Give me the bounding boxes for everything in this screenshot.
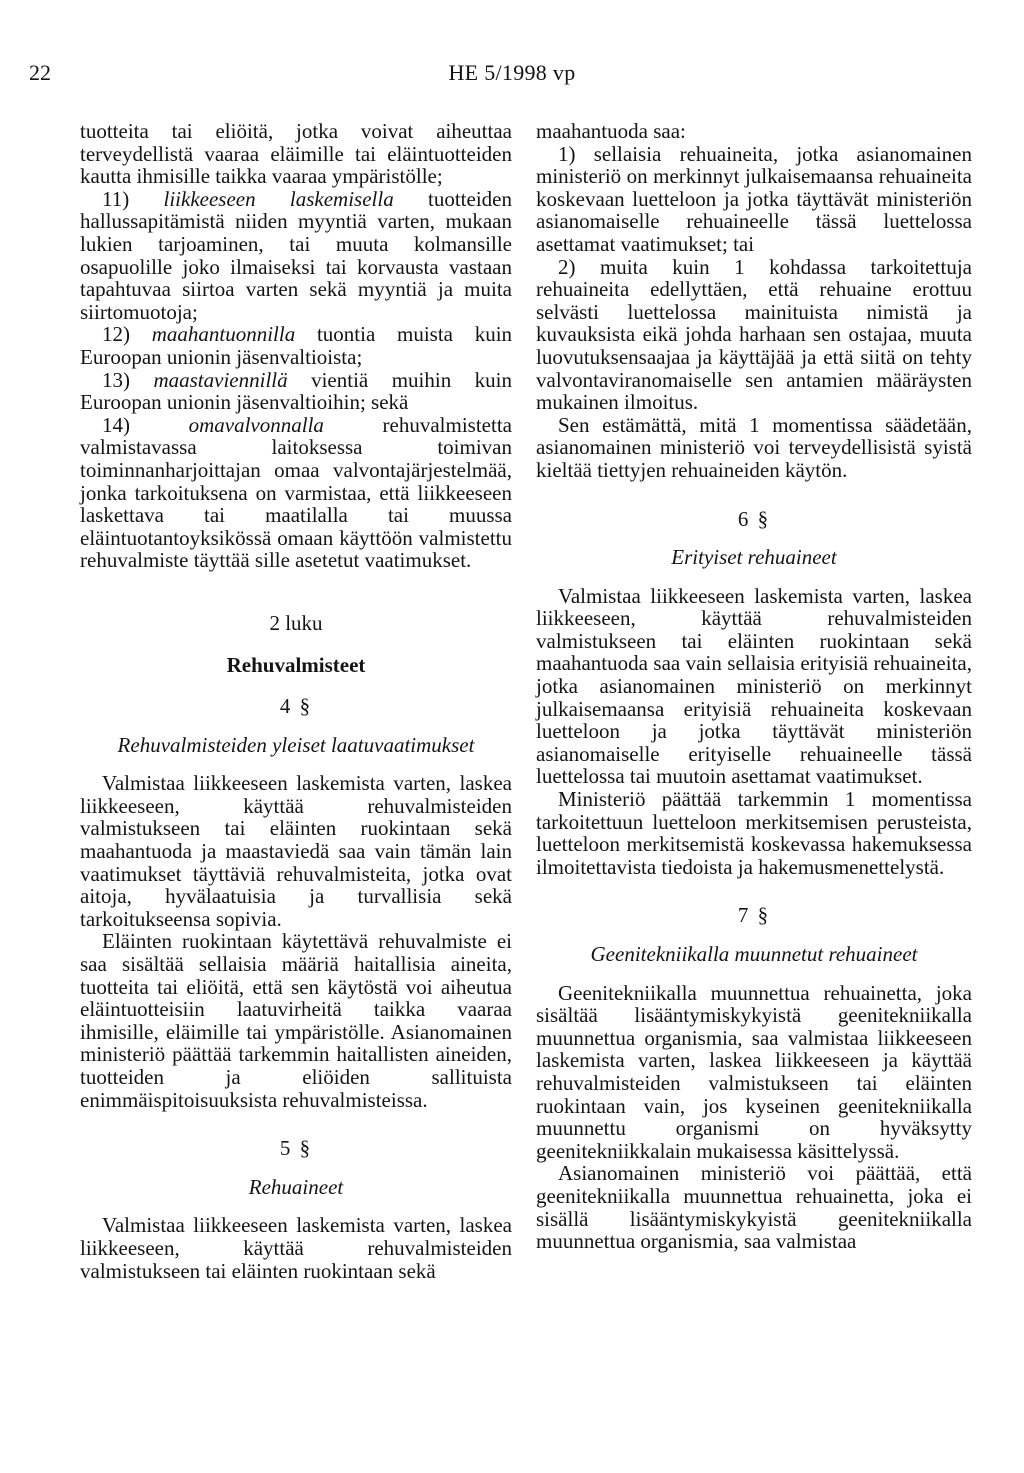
- page-number: 22: [29, 60, 51, 85]
- definition-text: vientiä muihin kuin Euroopan unionin jäsenvaltioihin; sekä: [80, 367, 513, 415]
- right-column: [536, 120, 972, 1253]
- section-7-number: 7 §: [737, 903, 771, 928]
- definition-text: rehuvalmistetta valmistavassa laitoksessa toimivan toiminnanharjoittajan omaa valvontajärjestelmää, jonka tarkoituksena on varmistaa, että liikkeeseen laskettava tai maatilalla tai muussa eläintuotantoyksikössä omaan käyttöön valmistettu rehuvalmiste täyttää sille asetetut vaatimukset.: [80, 412, 512, 573]
- defined-term: maahantuonnilla: [151, 322, 296, 347]
- running-head: HE 5/1998 vp: [448, 60, 576, 85]
- section-5-number: 5 §: [279, 1136, 313, 1161]
- definition-text: tuontia muista kuin Euroopan unionin jäsenvaltioista;: [80, 322, 513, 369]
- item-number: 11): [102, 186, 130, 211]
- section-5-item-1: 1) sellaisia rehuaineita, jotka asianomainen ministeriö on merkinnyt julkaisemaansa rehuaineita koskevaan luetteloon ja jotka täyttävät ministeriön asianomaiselle rehuaineelle tässä luettelossa asettamat vaatimukset; tai: [536, 141, 972, 256]
- section-5-paragraph-1: Valmistaa liikkeeseen laskemista varten, laskea liikkeeseen, käyttää rehuvalmisteiden valmistukseen tai eläinten ruokintaan sekä: [80, 1213, 512, 1283]
- defined-term: maastaviennillä: [153, 367, 288, 392]
- definition-item-11: [80, 188, 512, 324]
- section-4-title: Rehuvalmisteiden yleiset laatuvaatimukset: [117, 732, 475, 757]
- section-5-item-2: 2) muita kuin 1 kohdassa tarkoitettuja rehuaineita edellyttäen, että rehuaine erottuu selvästi luettelossa mainituista nimistä ja kuvauksista eikä johda harhaan sen ostajaa, muuta luovutuksensaajaa ja käyttäjää ja että siitä on tehty valvontaviranomaiselle sen antamien määräysten mukainen ilmoitus.: [536, 254, 972, 415]
- section-4-number: 4 §: [279, 694, 313, 719]
- section-6-title: Erityiset rehuaineet: [671, 545, 837, 570]
- section-6-paragraph-1: Valmistaa liikkeeseen laskemista varten, laskea liikkeeseen, käyttää rehuvalmisteiden valmistukseen tai eläinten ruokintaan sekä maahantuoda saa vain sellaisia erityisiä rehuaineita, jotka asianomainen ministeriö on merkinnyt julkaisemaansa erityisiä rehuaineita koskevaan luetteloon ja jotka täyttävät ministeriön asianomaiselle erityiselle rehuaineelle tässä luettelossa tai muutoin asettamat vaatimukset.: [536, 583, 972, 789]
- section-6-paragraph-2: Ministeriö päättää tarkemmin 1 momentissa tarkoitettuun luetteloon merkitsemisen perusteista, luetteloon merkitsemistä koskevassa hakemuksessa ilmoitettavista tiedoista ja hakemusmenettelystä.: [536, 787, 972, 879]
- definition-item-12: [80, 323, 512, 368]
- section-7-paragraph-2: Asianomainen ministeriö voi päättää, että geenitekniikalla muunnettua rehuainetta, joka ei sisällä lisääntymiskykyistä geenitekniikalla muunnettua organismia, saa valmistaa: [536, 1161, 972, 1254]
- section-7-title: Geenitekniikalla muunnetut rehuaineet: [590, 942, 918, 966]
- item-number: 14): [102, 412, 130, 437]
- section-5-continuation: maahantuoda saa:: [536, 119, 686, 143]
- definition-item-14: [80, 414, 512, 572]
- defined-term: liikkeeseen laskemisella: [163, 186, 394, 211]
- section-5-title: Rehuaineet: [248, 1174, 344, 1199]
- section-7-paragraph-1: Geenitekniikalla muunnettua rehuainetta, joka sisältää lisääntymiskykyistä geenitekniikalla muunnettua organismia, saa valmistaa liikkeeseen laskemista varten, laskea liikkeeseen ja käyttää rehuvalmisteiden valmistukseen tai eläinten ruokintaan vain, jos kyseinen geenitekniikalla muunnettu organismi on hyväksytty geenitekniikkalain mukaisessa käsittelyssä.: [536, 980, 972, 1163]
- item-number: 13): [102, 367, 130, 392]
- left-column: [80, 120, 512, 1282]
- definition-continuation: tuotteita tai eliöitä, jotka voivat aiheuttaa terveydellistä vaaraa eläimille tai eläintuotteiden kautta ihmisille taikka vaaraa ympäristölle;: [80, 119, 512, 189]
- chapter-number: 2 luku: [269, 610, 323, 635]
- item-number: 12): [102, 322, 130, 347]
- chapter-title: Rehuvalmisteet: [226, 653, 366, 678]
- section-6-number: 6 §: [737, 506, 771, 531]
- definition-item-13: [80, 369, 512, 414]
- section-4-paragraph-2: Eläinten ruokintaan käytettävä rehuvalmiste ei saa sisältää sellaisia määriä haitallisia aineita, tuotteita tai eliöitä, että sen käytöstä voi aiheutua eläintuotteisiin laatuvirheitä taikka vaaraa ihmisille, eläimille tai ympäristölle. Asianomainen ministeriö päättää tarkemmin haitallisten aineiden, tuotteiden ja eliöiden sallituista enimmäispitoisuuksista rehuvalmisteissa.: [80, 929, 512, 1112]
- section-4-paragraph-1: Valmistaa liikkeeseen laskemista varten, laskea liikkeeseen, käyttää rehuvalmisteiden valmistukseen tai eläinten ruokintaan sekä maahantuoda ja maastaviedä saa vain tämän lain vaatimukset täyttäviä rehuvalmisteita, jotka ovat aitoja, hyvälaatuisia ja turvallisia sekä tarkoitukseensa sopivia.: [80, 771, 512, 931]
- defined-term: omavalvonnalla: [188, 412, 324, 437]
- definition-text: tuotteiden hallussapitämistä niiden myyntiä varten, mukaan lukien tarjoaminen, tai muuta kolmansille osapuolille joko ilmaiseksi tai korvausta vastaan tapahtuvaa siirtoa varten sekä myyntiä ja muita siirtomuotoja;: [80, 186, 512, 324]
- section-5-paragraph-2: Sen estämättä, mitä 1 momentissa säädetään, asianomainen ministeriö voi terveydellisistä syistä kieltää tiettyjen rehuaineiden käytön.: [536, 412, 972, 482]
